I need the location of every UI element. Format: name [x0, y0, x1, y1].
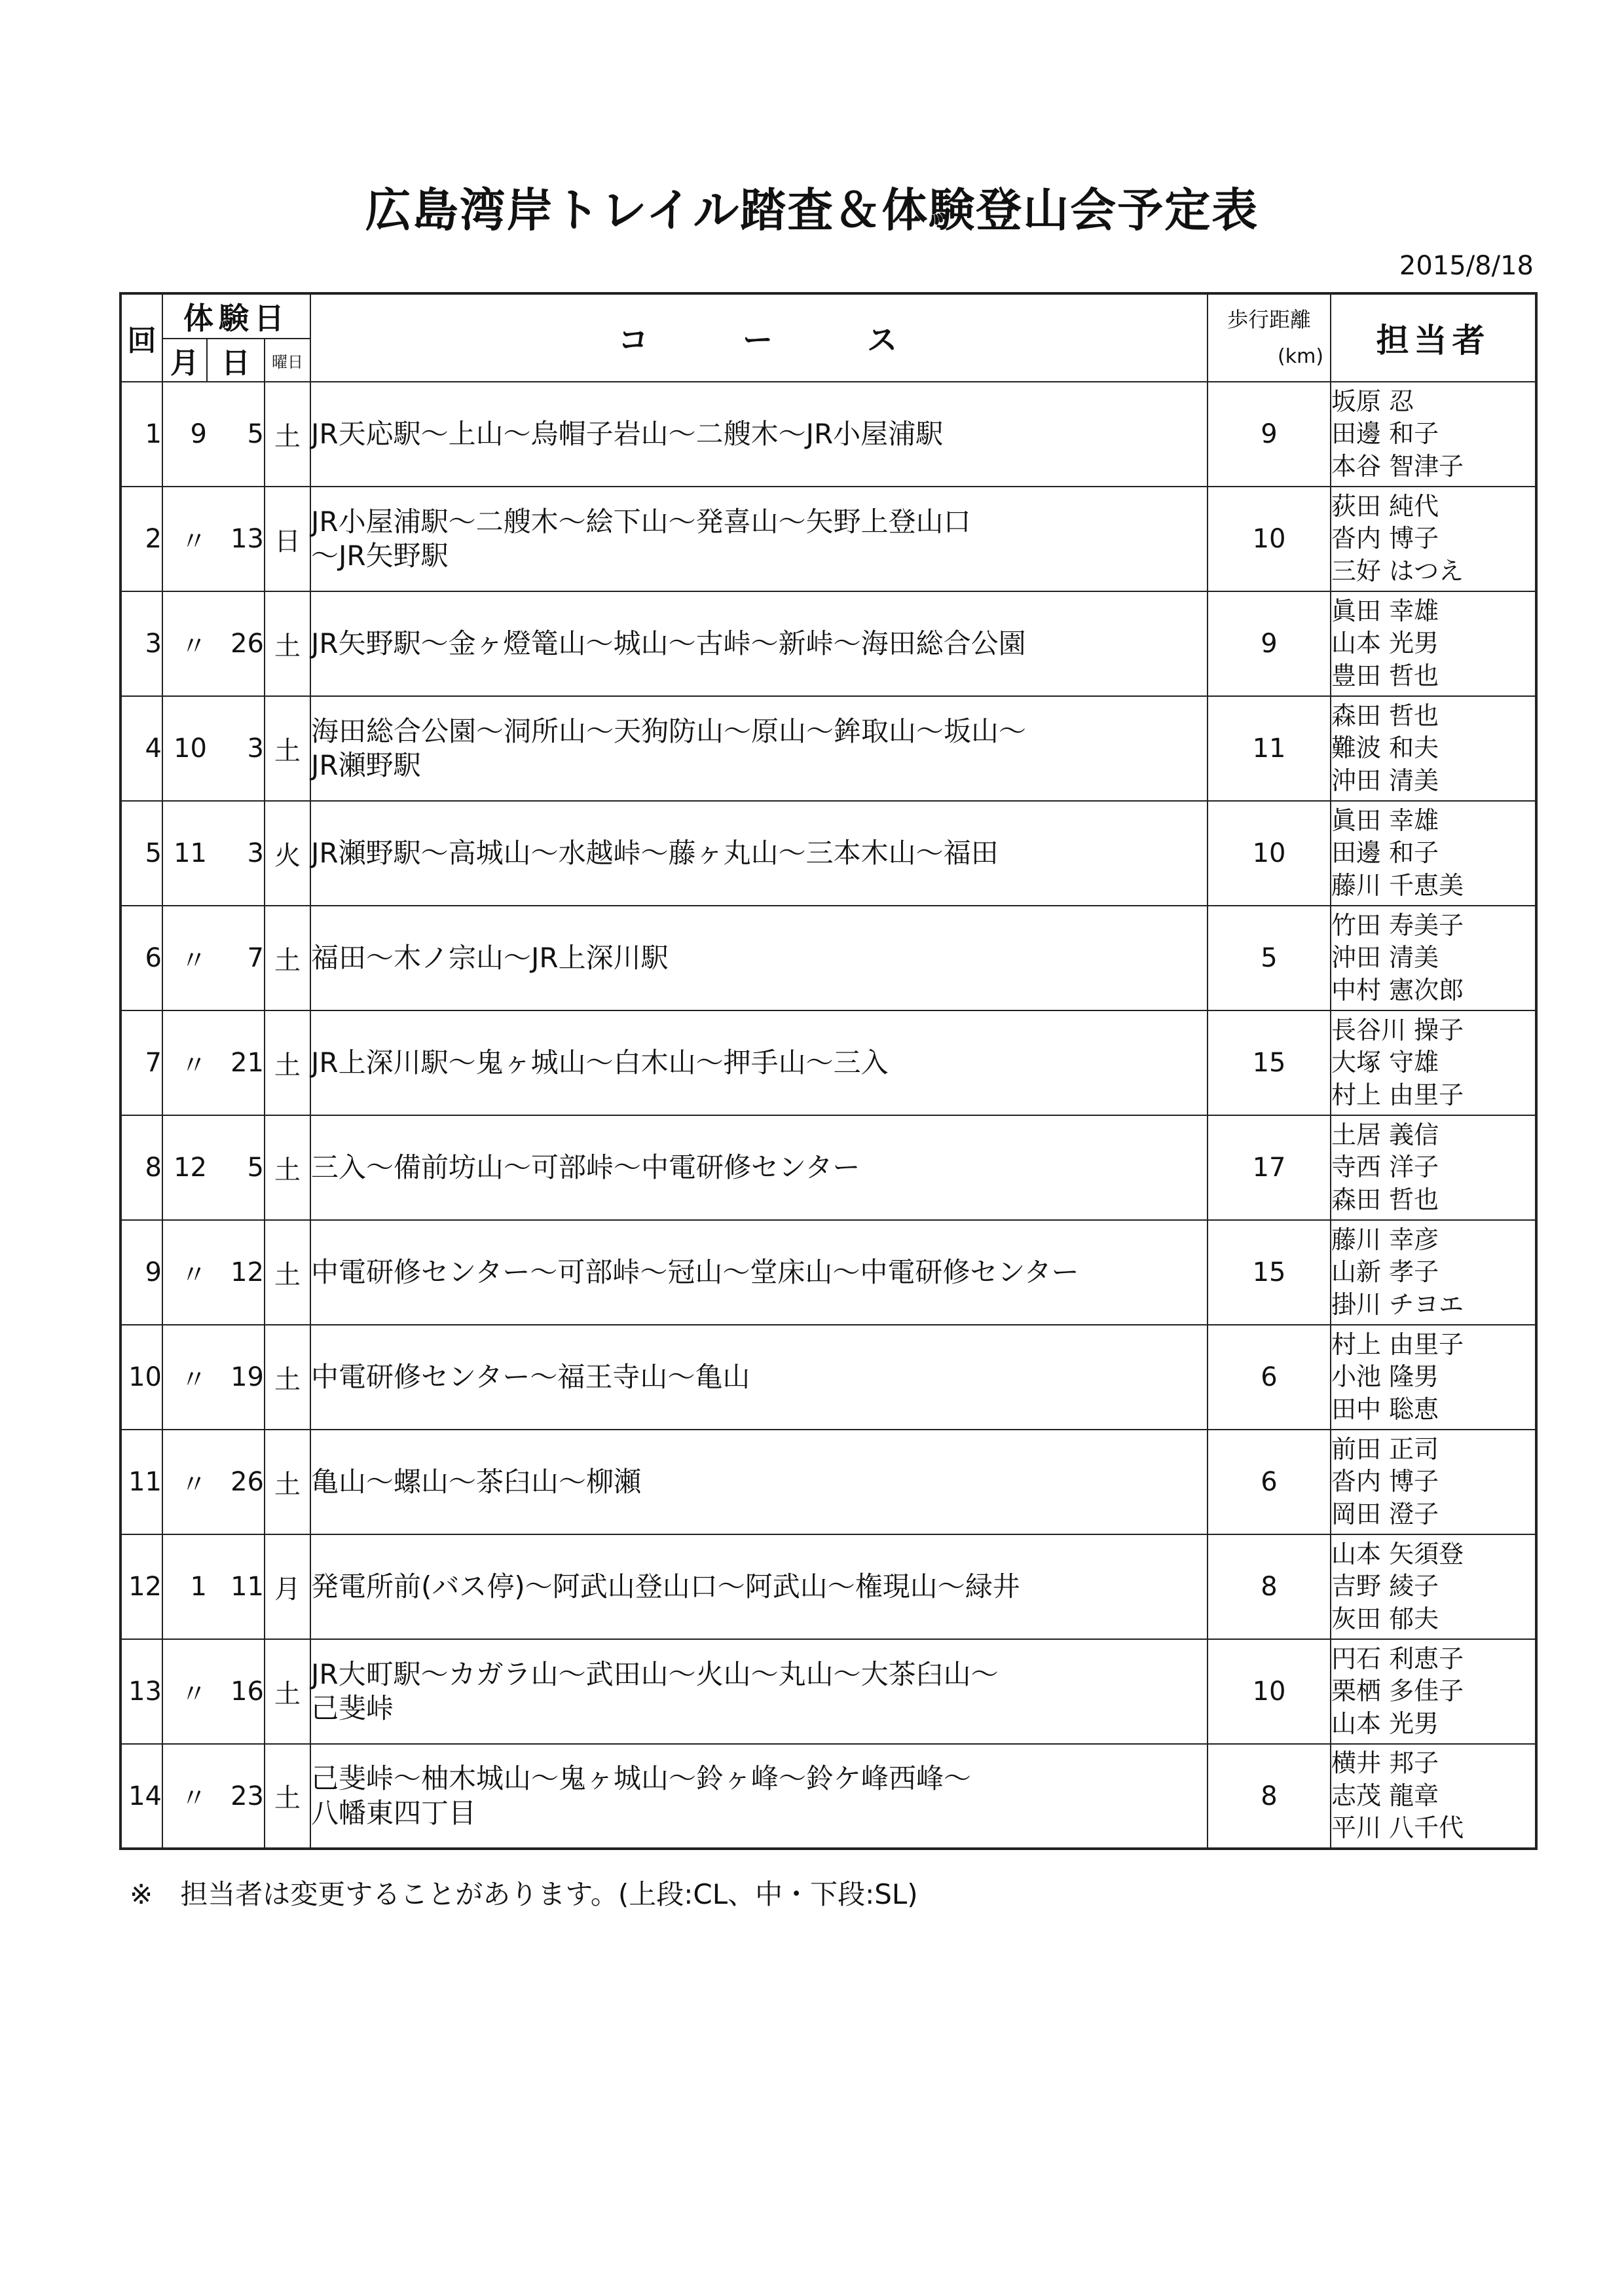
row-distance: 8: [1208, 1534, 1331, 1639]
course-line: 発電所前(バス停)～阿武山登山口～阿武山～権現山～緑井: [311, 1570, 1020, 1602]
row-month: 〃: [162, 1325, 207, 1430]
row-weekday: 土: [265, 1220, 310, 1325]
row-number: 10: [120, 1325, 162, 1430]
row-month: 12: [162, 1115, 207, 1220]
row-course: [310, 696, 1208, 801]
row-weekday: 火: [265, 801, 310, 906]
row-staff: [1331, 487, 1536, 591]
row-month: 〃: [162, 906, 207, 1010]
row-day: 26: [207, 1430, 265, 1534]
row-staff: [1331, 382, 1536, 487]
course-line: ～JR矢野駅: [311, 540, 449, 572]
header-staff: 担当者: [1331, 293, 1536, 382]
row-staff: [1331, 1010, 1536, 1115]
staff-name: 沓内 博子: [1331, 1467, 1439, 1496]
row-weekday: 土: [265, 1430, 310, 1534]
course-line: JR瀬野駅: [311, 749, 421, 781]
header-taiken-date: 体験日: [162, 293, 310, 339]
row-weekday: 月: [265, 1534, 310, 1639]
header-distance: [1208, 293, 1331, 382]
row-course: [310, 1010, 1208, 1115]
staff-name: 本谷 智津子: [1331, 451, 1464, 481]
row-day: 13: [207, 487, 265, 591]
row-course: [310, 1639, 1208, 1744]
staff-name: 岡田 澄子: [1331, 1499, 1439, 1528]
staff-name: 藤川 千恵美: [1331, 870, 1464, 900]
course-line: 己斐峠: [311, 1692, 394, 1724]
table-row: [120, 1744, 1536, 1849]
staff-name: 眞田 幸雄: [1331, 596, 1439, 625]
staff-name: 志茂 龍章: [1331, 1781, 1439, 1810]
table-row: [120, 1010, 1536, 1115]
row-month: 9: [162, 382, 207, 487]
row-course: [310, 382, 1208, 487]
row-distance: 15: [1208, 1010, 1331, 1115]
staff-name: 山本 矢須登: [1331, 1539, 1464, 1568]
schedule-rows: [120, 382, 1536, 1849]
row-number: 8: [120, 1115, 162, 1220]
row-staff: [1331, 1220, 1536, 1325]
staff-name: 灰田 郁夫: [1331, 1604, 1439, 1633]
row-day: 12: [207, 1220, 265, 1325]
course-line: JR大町駅～カガラ山～武田山～火山～丸山～大茶臼山～: [311, 1657, 999, 1690]
staff-name: 沖田 清美: [1331, 943, 1439, 972]
row-month: 11: [162, 801, 207, 906]
header-distance-label: 歩行距離: [1227, 307, 1312, 333]
staff-name: 眞田 幸雄: [1331, 805, 1439, 835]
row-number: 7: [120, 1010, 162, 1115]
table-row: [120, 1325, 1536, 1430]
page-title: 広島湾岸トレイル踏査＆体験登山会予定表: [365, 183, 1259, 237]
row-day: 11: [207, 1534, 265, 1639]
course-line: JR矢野駅～金ヶ燈篭山～城山～古峠～新峠～海田総合公園: [311, 627, 1026, 659]
course-line: 福田～木ノ宗山～JR上深川駅: [311, 941, 669, 974]
staff-name: 難波 和夫: [1331, 733, 1439, 763]
staff-name: 田邊 和子: [1331, 838, 1439, 868]
staff-name: 横井 邦子: [1331, 1749, 1439, 1778]
row-day: 5: [207, 382, 265, 487]
row-day: 5: [207, 1115, 265, 1220]
course-line: JR天応駅～上山～烏帽子岩山～二艘木～JR小屋浦駅: [311, 417, 944, 450]
staff-name: 荻田 純代: [1331, 491, 1439, 521]
row-distance: 9: [1208, 591, 1331, 696]
row-month: 〃: [162, 487, 207, 591]
staff-name: 平川 八千代: [1331, 1813, 1464, 1843]
course-line: 中電研修センター～福王寺山～亀山: [311, 1360, 750, 1393]
staff-name: 円石 利恵子: [1331, 1644, 1464, 1673]
row-course: [310, 487, 1208, 591]
row-number: 4: [120, 696, 162, 801]
row-weekday: 土: [265, 591, 310, 696]
row-month: 10: [162, 696, 207, 801]
row-course: [310, 1115, 1208, 1220]
row-weekday: 土: [265, 382, 310, 487]
header-course-char: コ: [618, 322, 652, 358]
header-month: 月: [162, 339, 207, 382]
row-course: [310, 1534, 1208, 1639]
staff-name: 寺西 洋子: [1331, 1153, 1439, 1182]
row-staff: [1331, 1639, 1536, 1744]
row-course: [310, 1744, 1208, 1849]
staff-name: 田邊 和子: [1331, 419, 1439, 449]
header-course: [310, 293, 1208, 382]
staff-name: 山新 孝子: [1331, 1257, 1439, 1287]
row-weekday: 日: [265, 487, 310, 591]
row-course: [310, 906, 1208, 1010]
table-row: [120, 906, 1536, 1010]
row-number: 3: [120, 591, 162, 696]
table-row: [120, 1639, 1536, 1744]
staff-name: 小池 隆男: [1331, 1362, 1439, 1392]
table-row: [120, 1220, 1536, 1325]
row-number: 6: [120, 906, 162, 1010]
header-course-char: ス: [867, 322, 900, 358]
row-distance: 10: [1208, 1639, 1331, 1744]
row-day: 7: [207, 906, 265, 1010]
row-day: 26: [207, 591, 265, 696]
staff-name: 三好 はつえ: [1331, 556, 1464, 585]
table-row: [120, 487, 1536, 591]
staff-name: 山本 光男: [1331, 629, 1439, 658]
staff-name: 掛川 チヨエ: [1331, 1289, 1464, 1319]
course-line: JR瀬野駅～高城山～水越峠～藤ヶ丸山～三本木山～福田: [311, 836, 999, 869]
staff-name: 長谷川 操子: [1331, 1015, 1464, 1045]
row-staff: [1331, 801, 1536, 906]
staff-name: 坂原 忍: [1331, 386, 1414, 416]
header-distance-unit: (km): [1278, 344, 1324, 368]
staff-name: 栗栖 多佳子: [1331, 1676, 1464, 1706]
row-number: 12: [120, 1534, 162, 1639]
table-row: [120, 801, 1536, 906]
row-distance: 8: [1208, 1744, 1331, 1849]
staff-name: 森田 哲也: [1331, 701, 1439, 730]
row-weekday: 土: [265, 1010, 310, 1115]
row-staff: [1331, 1430, 1536, 1534]
row-day: 23: [207, 1744, 265, 1849]
row-distance: 5: [1208, 906, 1331, 1010]
staff-name: 山本 光男: [1331, 1709, 1439, 1738]
row-staff: [1331, 906, 1536, 1010]
table-row: [120, 382, 1536, 487]
staff-name: 藤川 幸彦: [1331, 1225, 1439, 1254]
row-day: 19: [207, 1325, 265, 1430]
course-line: JR上深川駅～鬼ヶ城山～白木山～押手山～三入: [311, 1046, 889, 1079]
row-month: 〃: [162, 1744, 207, 1849]
table-row: [120, 1534, 1536, 1639]
staff-name: 村上 由里子: [1331, 1329, 1464, 1359]
table-row: [120, 696, 1536, 801]
course-line: 海田総合公園～洞所山～天狗防山～原山～鉾取山～坂山～: [311, 714, 1027, 747]
staff-name: 中村 憲次郎: [1331, 975, 1464, 1005]
staff-name: 大塚 守雄: [1331, 1048, 1439, 1077]
staff-name: 田中 聡恵: [1331, 1394, 1439, 1424]
header-day: 日: [207, 339, 265, 382]
schedule-table: [119, 292, 1538, 1850]
row-number: 5: [120, 801, 162, 906]
row-course: [310, 1220, 1208, 1325]
row-weekday: 土: [265, 1744, 310, 1849]
header-course-char: ー: [743, 322, 776, 358]
course-line: 三入～備前坊山～可部峠～中電研修センター: [311, 1151, 860, 1183]
staff-name: 村上 由里子: [1331, 1080, 1464, 1109]
row-month: 〃: [162, 1430, 207, 1534]
course-line: 中電研修センター～可部峠～冠山～堂床山～中電研修センター: [311, 1255, 1079, 1288]
row-distance: 17: [1208, 1115, 1331, 1220]
row-month: 〃: [162, 1010, 207, 1115]
row-distance: 9: [1208, 382, 1331, 487]
staff-name: 沖田 清美: [1331, 766, 1439, 795]
row-day: 16: [207, 1639, 265, 1744]
row-staff: [1331, 1534, 1536, 1639]
row-distance: 10: [1208, 801, 1331, 906]
row-month: 〃: [162, 591, 207, 696]
row-course: [310, 1430, 1208, 1534]
row-month: 〃: [162, 1639, 207, 1744]
row-staff: [1331, 1325, 1536, 1430]
row-day: 21: [207, 1010, 265, 1115]
staff-name: 土居 義信: [1331, 1120, 1439, 1149]
row-number: 14: [120, 1744, 162, 1849]
row-number: 13: [120, 1639, 162, 1744]
row-weekday: 土: [265, 1325, 310, 1430]
staff-name: 豊田 哲也: [1331, 661, 1439, 690]
row-course: [310, 591, 1208, 696]
row-course: [310, 1325, 1208, 1430]
row-weekday: 土: [265, 906, 310, 1010]
course-line: 八幡東四丁目: [311, 1796, 477, 1829]
row-distance: 11: [1208, 696, 1331, 801]
table-row: [120, 591, 1536, 696]
course-line: 己斐峠～柚木城山～鬼ヶ城山～鈴ヶ峰～鈴ケ峰西峰～: [311, 1762, 972, 1794]
row-staff: [1331, 1115, 1536, 1220]
staff-name: 前田 正司: [1331, 1434, 1439, 1464]
header-kai: 回: [120, 293, 162, 382]
course-line: 亀山～螺山～茶臼山～柳瀬: [311, 1465, 642, 1498]
row-weekday: 土: [265, 1639, 310, 1744]
row-staff: [1331, 591, 1536, 696]
row-month: 〃: [162, 1220, 207, 1325]
row-number: 2: [120, 487, 162, 591]
row-staff: [1331, 1744, 1536, 1849]
header-weekday: 曜日: [265, 339, 310, 382]
staff-name: 沓内 博子: [1331, 524, 1439, 553]
row-distance: 6: [1208, 1325, 1331, 1430]
row-month: 1: [162, 1534, 207, 1639]
staff-name: 竹田 寿美子: [1331, 910, 1464, 940]
row-day: 3: [207, 696, 265, 801]
table-row: [120, 1115, 1536, 1220]
staff-name: 森田 哲也: [1331, 1185, 1439, 1214]
row-day: 3: [207, 801, 265, 906]
row-weekday: 土: [265, 1115, 310, 1220]
row-number: 11: [120, 1430, 162, 1534]
footnote: ※ 担当者は変更することがあります。(上段:CL、中・下段:SL): [130, 1878, 918, 1910]
row-distance: 15: [1208, 1220, 1331, 1325]
row-weekday: 土: [265, 696, 310, 801]
row-course: [310, 801, 1208, 906]
table-row: [120, 1430, 1536, 1534]
row-number: 1: [120, 382, 162, 487]
row-staff: [1331, 696, 1536, 801]
document-date: 2015/8/18: [1399, 251, 1534, 281]
row-distance: 10: [1208, 487, 1331, 591]
staff-name: 吉野 綾子: [1331, 1572, 1439, 1601]
course-line: JR小屋浦駅～二艘木～絵下山～発喜山～矢野上登山口: [311, 505, 971, 538]
row-number: 9: [120, 1220, 162, 1325]
row-distance: 6: [1208, 1430, 1331, 1534]
